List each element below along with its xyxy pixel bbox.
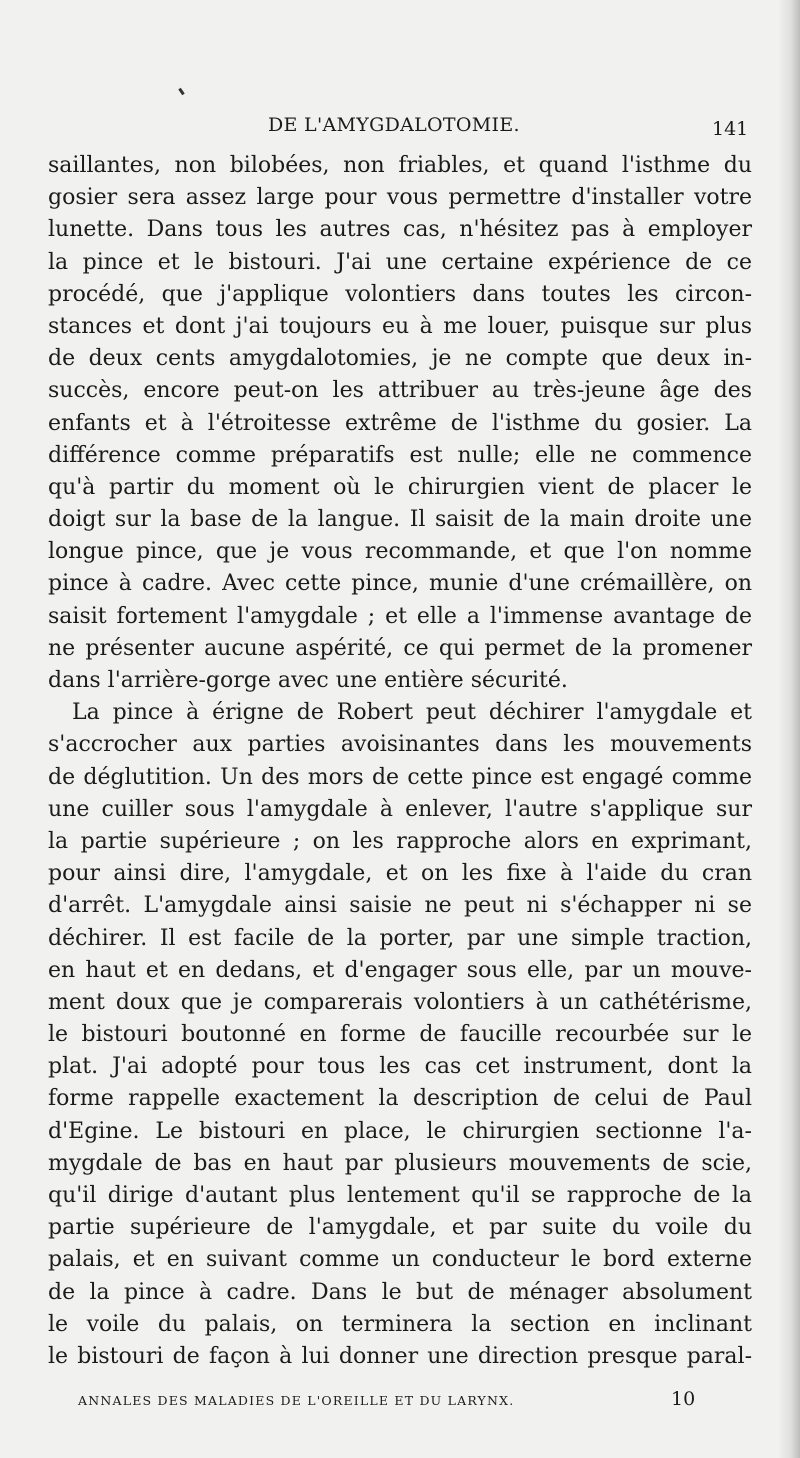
text-line: stances et dont j'ai toujours eu à me louer, puisque sur plus [48,313,752,339]
signature-line: ANNALES DES MALADIES DE L'OREILLE ET DU LARYNX. [78,1393,515,1408]
text-line: saisit fortement l'amygdale ; et elle a l'immense avantage de [48,603,752,629]
text-line: mygdale de bas en haut par plusieurs mouvements de scie, [48,1150,752,1176]
text-line: pince à cadre. Avec cette pince, munie d'une crémaillère, on [48,571,752,597]
text-line: s'accrocher aux parties avoisinantes dans les mouvements [48,732,752,758]
text-line: en haut et en dedans, et d'engager sous elle, par un mouve- [48,957,752,983]
text-line: de la pince à cadre. Dans le but de ménager absolument [48,1279,752,1305]
text-line: le bistouri de façon à lui donner une direction presque paral- [48,1343,752,1369]
text-line: le voile du palais, on terminera la section en inclinant [48,1311,752,1337]
ink-speck [178,88,184,95]
body-text [48,150,752,1373]
text-line: ne présenter aucune aspérité, ce qui permet de la promener [48,635,752,661]
text-line: palais, et en suivant comme un conducteur le bord externe [48,1247,752,1273]
text-line: succès, encore peut-on les attribuer au très-jeune âge des [48,378,752,404]
text-line: différence comme préparatifs est nulle; elle ne commence [48,442,752,468]
page-number: 141 [712,118,749,140]
paragraph-start-line: La pince à érigne de Robert peut déchirer l'amygdale et [72,700,752,726]
text-line: une cuiller sous l'amygdale à enlever, l'autre s'applique sur [48,796,752,822]
text-line: de déglutition. Un des mors de cette pince est engagé comme [48,764,752,790]
text-line: le bistouri boutonné en forme de faucille recourbée sur le [48,1022,752,1048]
running-title: DE L'AMYGDALOTOMIE. [268,114,520,136]
text-line: lunette. Dans tous les autres cas, n'hésitez pas à employer [48,217,752,243]
text-line: longue pince, que je vous recommande, et que l'on nomme [48,539,752,565]
text-line: d'Egine. Le bistouri en place, le chirurgien sectionne l'a- [48,1118,752,1144]
text-line: la pince et le bistouri. J'ai une certaine expérience de ce [48,249,752,275]
text-line: doigt sur la base de la langue. Il saisit de la main droite une [48,507,752,533]
text-line: pour ainsi dire, l'amygdale, et on les fixe à l'aide du cran [48,861,752,887]
text-line: qu'à partir du moment où le chirurgien vient de placer le [48,474,752,500]
text-line: déchirer. Il est facile de la porter, par une simple traction, [48,925,752,951]
text-line: partie supérieure de l'amygdale, et par suite du voile du [48,1215,752,1241]
page-gutter-shadow [778,0,800,1458]
text-line: plat. J'ai adopté pour tous les cas cet instrument, dont la [48,1054,752,1080]
text-line: ment doux que je comparerais volontiers à un cathétérisme, [48,989,752,1015]
text-line: forme rappelle exactement la description de celui de Paul [48,1086,752,1112]
text-line: enfants et à l'étroitesse extrême de l'isthme du gosier. La [48,410,752,436]
text-line: d'arrêt. L'amygdale ainsi saisie ne peut ni s'échapper ni se [48,893,752,919]
text-line: de deux cents amygdalotomies, je ne compte que deux in- [48,346,752,372]
text-line: la partie supérieure ; on les rapproche alors en exprimant, [48,828,752,854]
sheet-number: 10 [671,1388,696,1410]
text-line: procédé, que j'applique volontiers dans toutes les circon- [48,281,752,307]
text-line: gosier sera assez large pour vous permettre d'installer votre [48,185,752,211]
text-line: saillantes, non bilobées, non friables, et quand l'isthme du [48,153,752,178]
text-line: qu'il dirige d'autant plus lentement qu'il se rapproche de la [48,1183,752,1208]
paragraph-end-line: dans l'arrière-gorge avec une entière sécurité. [48,668,568,693]
